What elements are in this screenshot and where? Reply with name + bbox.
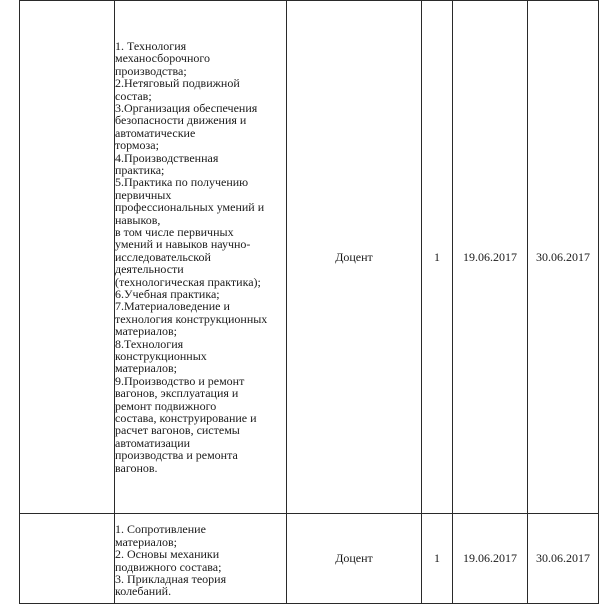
discipline-line: материалов; [115,324,177,339]
date-end-cell: 30.06.2017 [528,514,599,604]
discipline-line: 9.Производство и ремонт [115,373,245,388]
discipline-line: в том числе первичных [115,224,234,239]
position-cell: Доцент [287,514,422,604]
discipline-line: производства; [115,63,187,78]
empty-cell [20,514,115,604]
discipline-line: состава, конструирование и [115,411,257,426]
discipline-line: состав; [115,88,152,103]
date-start-cell: 19.06.2017 [453,514,528,604]
discipline-line: безопасности движения и [115,113,247,128]
discipline-line: 1. Сопротивление [115,522,206,537]
discipline-line: вагонов. [115,460,158,475]
discipline-line: материалов; [115,361,177,376]
table-row [20,1,599,514]
disciplines-cell [115,514,287,604]
discipline-line: 1. Технология [115,38,187,53]
discipline-line: расчет вагонов, системы [115,423,240,438]
discipline-line: автоматические [115,125,196,140]
disciplines-list [115,523,286,597]
discipline-line: материалов; [115,534,177,549]
discipline-line: 3.Организация обеспечения [115,100,258,115]
discipline-line: 6.Учебная практика; [115,287,220,302]
discipline-line: 4.Производственная [115,150,219,165]
discipline-line: подвижного состава; [115,559,222,574]
position-cell: Доцент [287,1,422,514]
discipline-line: (технологическая практика); [115,274,261,289]
disciplines-list [115,40,286,474]
discipline-line: конструкционных [115,349,207,364]
discipline-line: производства и ремонта [115,448,238,463]
date-end-cell: 30.06.2017 [528,1,599,514]
discipline-line: тормоза; [115,138,159,153]
discipline-line: 7.Материаловедение и [115,299,230,314]
discipline-line: ремонт подвижного [115,398,217,413]
discipline-line: умений и навыков научно- [115,237,251,252]
discipline-line: 5.Практика по получению [115,175,249,190]
discipline-line: 3. Прикладная теория [115,571,227,586]
discipline-line: 2. Основы механики [115,547,220,562]
discipline-line: практика; [115,162,165,177]
empty-cell [20,1,115,514]
discipline-line: технология конструкционных [115,311,268,326]
rate-cell: 1 [422,514,453,604]
table-row [20,514,599,604]
discipline-line: 2.Нетяговый подвижной [115,76,240,91]
discipline-line: автоматизации [115,435,191,450]
staff-table [19,0,599,604]
discipline-line: колебаний. [115,584,172,599]
disciplines-cell [115,1,287,514]
rate-cell: 1 [422,1,453,514]
discipline-line: 8.Технология [115,336,184,351]
discipline-line: механосборочного [115,51,210,66]
date-start-cell: 19.06.2017 [453,1,528,514]
discipline-line: деятельности [115,262,184,277]
discipline-line: исследовательской [115,249,211,264]
discipline-line: вагонов, эксплуатация и [115,386,239,401]
discipline-line: навыков, [115,212,161,227]
discipline-line: первичных [115,187,172,202]
discipline-line: профессиональных умений и [115,200,265,215]
